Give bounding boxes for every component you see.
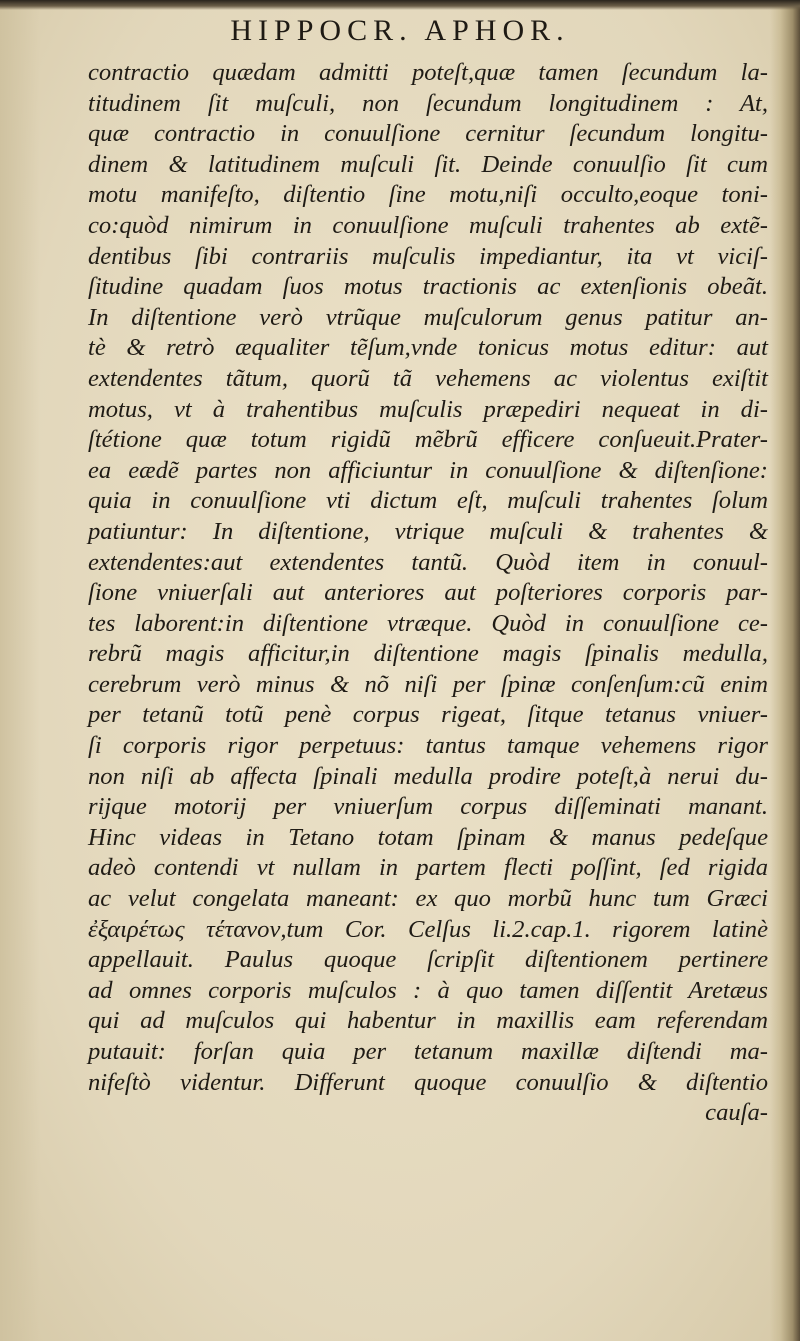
text-line: per tetanũ totũ penè corpus rigeat, ſitque tetanus vniuer- [88,701,768,729]
text-line: ac velut congelata maneant: ex quo morbũ hunc tum Græci [88,885,768,913]
text-line: ſi corporis rigor perpetuus: tantus tamque vehemens rigor [88,732,768,760]
text-line: extendentes:aut extendentes tantũ. Quòd item in conuul- [88,548,768,576]
text-line: titudinem ſit muſculi, non ſecundum longitudinem : At, [88,89,768,117]
page-top-edge [0,0,800,10]
text-line: patiuntur: In diſtentione, vtrique muſculi & trahentes & [88,517,768,545]
page-left-shade [0,0,40,1341]
text-line: putauit: forſan quia per tetanum maxillæ diſtendi ma- [88,1038,768,1065]
text-line: tè & retrò æqualiter tẽſum,vnde tonicus motus editur: aut [88,334,768,362]
text-line: ſione vniuerſali aut anteriores aut poſteriores corporis par- [88,579,768,607]
text-line: rebrũ magis afficitur,in diſtentione magis ſpinalis medulla, [88,640,768,668]
text-line: co:quòd nimirum in conuulſione muſculi trahentes ab extẽ- [88,211,768,239]
text-line: nifeſtò videntur. Differunt quoque conuulſio & diſtentio [88,1068,768,1096]
text-line: tes laborent:in diſtentione vtræque. Quòd in conuulſione ce- [88,609,768,637]
text-line: Hinc videas in Tetano totam ſpinam & manus pedeſque [88,823,768,851]
text-line: quia in conuulſione vti dictum eſt, muſculi trahentes ſolum [88,487,768,515]
text-line: ea eædẽ partes non afficiuntur in conuulſione & diſtenſione: [88,456,768,484]
text-line: ad omnes corporis muſculos : à quo tamen diſſentit Aretæus [88,976,768,1004]
text-line: motus, vt à trahentibus muſculis præpediri nequeat in di- [88,395,768,423]
text-line: appellauit. Paulus quoque ſcripſit diſtentionem pertinere [88,946,768,974]
body-text [88,58,768,1129]
text-line: dentibus ſibi contrariis muſculis impediantur, ita vt viciſ- [88,242,768,270]
text-line: quæ contractio in conuulſione cernitur ſecundum longitu- [88,120,768,148]
text-line: ἐξαιρέτως τέτανον,tum Cor. Celſus li.2.cap.1. rigorem latinè [88,915,768,943]
text-line: dinem & latitudinem muſculi ſit. Deinde conuulſio ſit cum [88,150,768,178]
running-head: HIPPOCR. APHOR. [230,14,570,47]
text-line: qui ad muſculos qui habentur in maxillis eam referendam [88,1007,768,1035]
text-line: non niſi ab affecta ſpinali medulla prodire poteſt,à nerui du- [88,762,768,790]
text-line: ſitudine quadam ſuos motus tractionis ac extenſionis obeãt. [88,273,768,301]
text-line: motu manifeſto, diſtentio ſine motu,niſi occulto,eoque toni- [88,181,768,209]
text-line: cerebrum verò minus & nõ niſi per ſpinæ conſenſum:cũ enim [88,670,768,698]
text-line: contractio quædam admitti poteſt,quæ tamen ſecundum la- [88,59,768,86]
page-edge-binding [770,0,800,1341]
text-line: adeò contendi vt nullam in partem flecti poſſint, ſed rigida [88,854,768,882]
text-line: ſtétione quæ totum rigidũ mẽbrũ efficere conſueuit.Prater- [88,426,768,454]
text-line: In diſtentione verò vtrũque muſculorum genus patitur an- [88,303,768,331]
text-line: cauſa- [705,1099,768,1127]
text-line: rijque motorij per vniuerſum corpus diſſeminati manant. [88,793,768,821]
text-line: extendentes tãtum, quorũ tã vehemens ac violentus exiſtit [88,364,768,392]
